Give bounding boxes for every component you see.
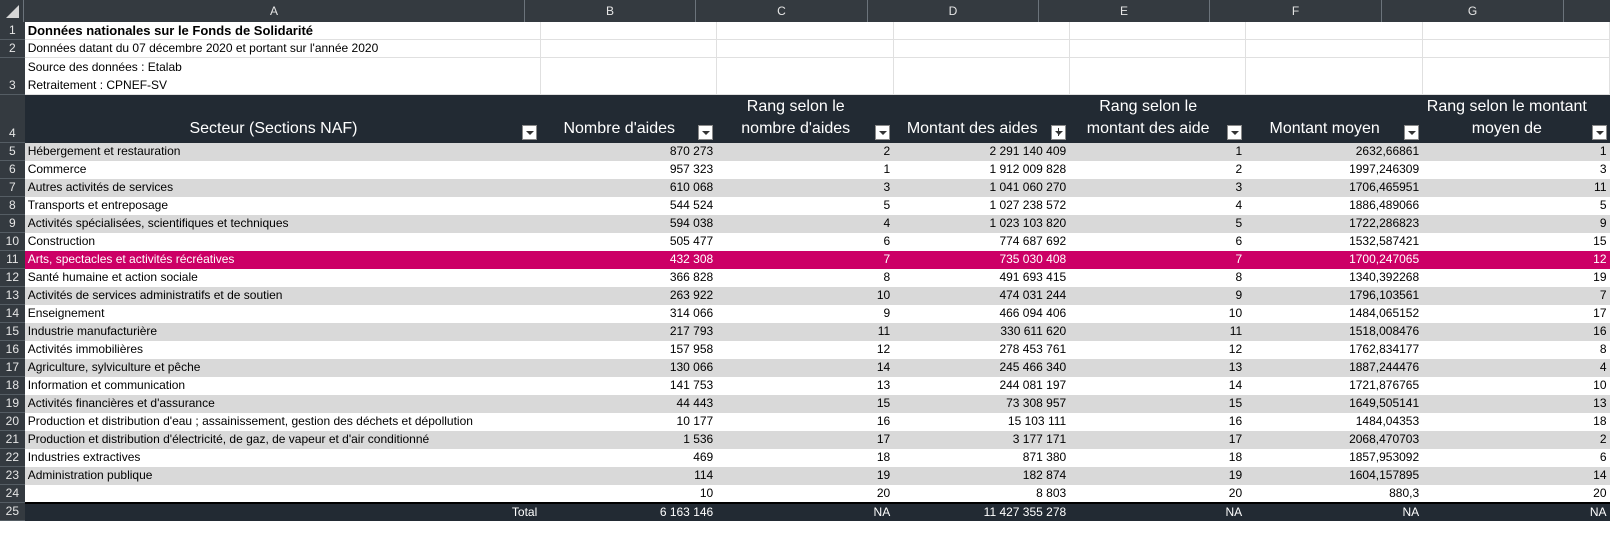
row-number[interactable]: 14 <box>0 305 25 323</box>
sort-descending-icon[interactable] <box>1051 125 1066 140</box>
value-cell[interactable]: 1857,953092 <box>1245 449 1422 467</box>
sector-cell[interactable]: Autres activités de services <box>25 179 541 197</box>
value-cell[interactable]: 157 958 <box>540 341 716 359</box>
value-cell[interactable]: 1 <box>1422 143 1609 161</box>
value-cell[interactable]: 1484,04353 <box>1245 413 1422 431</box>
value-cell[interactable]: 3 <box>716 179 893 197</box>
table-row <box>0 431 1610 449</box>
sector-cell[interactable]: Arts, spectacles et activités récréatives <box>25 251 541 269</box>
row-number[interactable]: 5 <box>0 143 25 161</box>
value-cell[interactable]: 10 <box>540 485 716 503</box>
value-cell[interactable]: 16 <box>716 413 893 431</box>
row-number[interactable]: 12 <box>0 269 25 287</box>
value-cell[interactable]: 2 <box>716 143 893 161</box>
value-cell[interactable]: 432 308 <box>540 251 716 269</box>
value-cell[interactable]: 14 <box>1422 467 1609 485</box>
value-cell[interactable]: 17 <box>1069 431 1245 449</box>
value-cell[interactable]: 1 536 <box>540 431 716 449</box>
row-number[interactable]: 24 <box>0 485 25 503</box>
sector-cell[interactable]: Agriculture, sylviculture et pêche <box>25 359 541 377</box>
value-cell[interactable]: NA <box>716 503 893 521</box>
value-cell[interactable]: 15 <box>1069 395 1245 413</box>
data-grid <box>0 22 1610 521</box>
table-row <box>0 287 1610 305</box>
value-cell[interactable]: 1518,008476 <box>1245 323 1422 341</box>
value-cell[interactable]: 1 <box>1069 143 1245 161</box>
date-note[interactable]: Données datant du 07 décembre 2020 et portant sur l'année 2020 <box>25 40 541 58</box>
row-number[interactable]: 6 <box>0 161 25 179</box>
table-row <box>0 179 1610 197</box>
value-cell[interactable]: 957 323 <box>540 161 716 179</box>
value-cell[interactable]: 245 466 340 <box>893 359 1069 377</box>
row-number[interactable]: 1 <box>0 22 25 40</box>
value-cell[interactable]: 474 031 244 <box>893 287 1069 305</box>
value-cell[interactable]: 263 922 <box>540 287 716 305</box>
value-cell[interactable]: 6 163 146 <box>540 503 716 521</box>
value-cell[interactable]: 11 427 355 278 <box>893 503 1069 521</box>
header-rank-amount[interactable]: Rang selon le montant des aide <box>1069 95 1245 143</box>
value-cell[interactable]: 12 <box>1422 251 1609 269</box>
value-cell[interactable]: 1 027 238 572 <box>893 197 1069 215</box>
value-cell[interactable]: 278 453 761 <box>893 341 1069 359</box>
column-header-b[interactable]: B <box>525 0 696 22</box>
value-cell[interactable]: 15 <box>1422 233 1609 251</box>
value-cell[interactable]: 9 <box>1069 287 1245 305</box>
value-cell[interactable]: 12 <box>1069 341 1245 359</box>
value-cell[interactable]: 491 693 415 <box>893 269 1069 287</box>
value-cell[interactable]: 130 066 <box>540 359 716 377</box>
row-number[interactable]: 13 <box>0 287 25 305</box>
value-cell[interactable]: 1796,103561 <box>1245 287 1422 305</box>
value-cell[interactable]: 1484,065152 <box>1245 305 1422 323</box>
value-cell[interactable]: 610 068 <box>540 179 716 197</box>
column-header-e[interactable]: E <box>1039 0 1210 22</box>
value-cell[interactable]: 10 <box>1069 305 1245 323</box>
sector-cell[interactable]: Commerce <box>25 161 541 179</box>
table-row <box>0 341 1610 359</box>
value-cell[interactable]: 17 <box>716 431 893 449</box>
value-cell[interactable]: 2632,66861 <box>1245 143 1422 161</box>
sector-cell[interactable]: Activités spécialisées, scientifiques et techniques <box>25 215 541 233</box>
table-row <box>0 305 1610 323</box>
value-cell[interactable]: 9 <box>716 305 893 323</box>
row-number[interactable]: 20 <box>0 413 25 431</box>
sector-cell[interactable]: Total <box>25 503 541 521</box>
filter-dropdown-icon[interactable] <box>1404 125 1419 140</box>
value-cell[interactable]: 7 <box>1422 287 1609 305</box>
column-header-g[interactable]: G <box>1382 0 1564 22</box>
sector-cell[interactable]: Activités immobilières <box>25 341 541 359</box>
value-cell[interactable]: 1887,244476 <box>1245 359 1422 377</box>
value-cell[interactable]: 8 803 <box>893 485 1069 503</box>
value-cell[interactable]: 10 177 <box>540 413 716 431</box>
value-cell[interactable]: 871 380 <box>893 449 1069 467</box>
sector-cell[interactable]: Enseignement <box>25 305 541 323</box>
value-cell[interactable]: 19 <box>1422 269 1609 287</box>
value-cell[interactable]: 20 <box>1069 485 1245 503</box>
value-cell[interactable]: 735 030 408 <box>893 251 1069 269</box>
value-cell[interactable]: 3 <box>1069 179 1245 197</box>
value-cell[interactable]: 5 <box>1422 197 1609 215</box>
highlighted-row <box>0 251 1610 269</box>
value-cell[interactable]: 16 <box>1069 413 1245 431</box>
value-cell[interactable]: 1532,587421 <box>1245 233 1422 251</box>
row-number[interactable]: 18 <box>0 377 25 395</box>
value-cell[interactable]: NA <box>1069 503 1245 521</box>
table-row <box>0 395 1610 413</box>
sector-cell[interactable]: Activités financières et d'assurance <box>25 395 541 413</box>
total-row <box>0 503 1610 521</box>
table-header-row <box>0 95 1610 143</box>
filter-dropdown-icon[interactable] <box>698 125 713 140</box>
value-cell[interactable]: 1 023 103 820 <box>893 215 1069 233</box>
value-cell[interactable]: 19 <box>716 467 893 485</box>
filter-dropdown-icon[interactable] <box>875 125 890 140</box>
source-note[interactable] <box>25 58 541 95</box>
row-number[interactable]: 22 <box>0 449 25 467</box>
row-number[interactable]: 17 <box>0 359 25 377</box>
value-cell[interactable]: 8 <box>1069 269 1245 287</box>
value-cell[interactable]: 594 038 <box>540 215 716 233</box>
value-cell[interactable]: 11 <box>716 323 893 341</box>
value-cell[interactable]: 2068,470703 <box>1245 431 1422 449</box>
value-cell[interactable]: 1700,247065 <box>1245 251 1422 269</box>
value-cell[interactable]: 217 793 <box>540 323 716 341</box>
value-cell[interactable]: 9 <box>1422 215 1609 233</box>
sheet-title[interactable]: Données nationales sur le Fonds de Solidarité <box>25 22 541 40</box>
value-cell[interactable]: 8 <box>1422 341 1609 359</box>
sector-cell[interactable] <box>25 485 541 503</box>
value-cell[interactable]: 505 477 <box>540 233 716 251</box>
value-cell[interactable]: 2 <box>1069 161 1245 179</box>
select-all-icon[interactable] <box>6 5 19 18</box>
value-cell[interactable]: 11 <box>1069 323 1245 341</box>
date-row <box>0 40 1610 58</box>
value-cell[interactable]: NA <box>1245 503 1422 521</box>
table-row <box>0 197 1610 215</box>
value-cell[interactable]: NA <box>1422 503 1609 521</box>
column-header-d[interactable]: D <box>868 0 1039 22</box>
value-cell[interactable]: 15 <box>716 395 893 413</box>
value-cell[interactable]: 15 103 111 <box>893 413 1069 431</box>
value-cell[interactable]: 8 <box>716 269 893 287</box>
sector-cell[interactable]: Transports et entreposage <box>25 197 541 215</box>
value-cell[interactable]: 1722,286823 <box>1245 215 1422 233</box>
row-number[interactable]: 21 <box>0 431 25 449</box>
table-row <box>0 377 1610 395</box>
header-rank-average[interactable]: Rang selon le montant moyen de <box>1422 95 1609 143</box>
row-number[interactable]: 19 <box>0 395 25 413</box>
value-cell[interactable]: 4 <box>1069 197 1245 215</box>
value-cell[interactable]: 18 <box>1069 449 1245 467</box>
value-cell[interactable]: 14 <box>1069 377 1245 395</box>
sector-cell[interactable]: Construction <box>25 233 541 251</box>
value-cell[interactable]: 1649,505141 <box>1245 395 1422 413</box>
value-cell[interactable]: 16 <box>1422 323 1609 341</box>
row-number[interactable]: 25 <box>0 503 25 521</box>
value-cell[interactable]: 17 <box>1422 305 1609 323</box>
sector-cell[interactable]: Production et distribution d'électricité, de gaz, de vapeur et d'air conditionné <box>25 431 541 449</box>
value-cell[interactable]: 4 <box>1422 359 1609 377</box>
table-row <box>0 233 1610 251</box>
column-header-bar <box>0 0 1610 22</box>
select-all-corner[interactable] <box>0 0 24 22</box>
value-cell[interactable]: 1706,465951 <box>1245 179 1422 197</box>
table-row <box>0 215 1610 233</box>
value-cell[interactable]: 6 <box>1069 233 1245 251</box>
source-line: Source des données : Etalab <box>27 60 182 74</box>
column-header-a[interactable]: A <box>24 0 525 22</box>
table-row <box>0 359 1610 377</box>
column-header-c[interactable]: C <box>696 0 868 22</box>
value-cell[interactable]: 19 <box>1069 467 1245 485</box>
row-number[interactable]: 8 <box>0 197 25 215</box>
sector-cell[interactable]: Hébergement et restauration <box>25 143 541 161</box>
value-cell[interactable]: 1997,246309 <box>1245 161 1422 179</box>
value-cell[interactable]: 1 912 009 828 <box>893 161 1069 179</box>
value-cell[interactable]: 469 <box>540 449 716 467</box>
value-cell[interactable]: 12 <box>716 341 893 359</box>
sector-cell[interactable]: Industrie manufacturière <box>25 323 541 341</box>
value-cell[interactable]: 18 <box>1422 413 1609 431</box>
value-cell[interactable]: 2 <box>1422 431 1609 449</box>
value-cell[interactable]: 2 291 140 409 <box>893 143 1069 161</box>
processing-line: Retraitement : CPNEF-SV <box>27 78 168 92</box>
value-cell[interactable]: 1721,876765 <box>1245 377 1422 395</box>
value-cell[interactable]: 18 <box>716 449 893 467</box>
sector-cell[interactable]: Administration publique <box>25 467 541 485</box>
row-number[interactable]: 10 <box>0 233 25 251</box>
row-number[interactable]: 9 <box>0 215 25 233</box>
value-cell[interactable]: 4 <box>716 215 893 233</box>
value-cell[interactable]: 774 687 692 <box>893 233 1069 251</box>
filter-dropdown-icon[interactable] <box>522 125 537 140</box>
value-cell[interactable]: 13 <box>1422 395 1609 413</box>
value-cell[interactable]: 3 177 171 <box>893 431 1069 449</box>
table-row <box>0 449 1610 467</box>
value-cell[interactable]: 11 <box>1422 179 1609 197</box>
sector-cell[interactable]: Information et communication <box>25 377 541 395</box>
value-cell[interactable]: 114 <box>540 467 716 485</box>
row-number[interactable]: 7 <box>0 179 25 197</box>
row-number[interactable]: 11 <box>0 251 25 269</box>
sector-cell[interactable]: Activités de services administratifs et de soutien <box>25 287 541 305</box>
value-cell[interactable]: 7 <box>716 251 893 269</box>
title-row <box>0 22 1610 40</box>
value-cell[interactable]: 244 081 197 <box>893 377 1069 395</box>
value-cell[interactable]: 6 <box>1422 449 1609 467</box>
value-cell[interactable]: 13 <box>716 377 893 395</box>
value-cell[interactable]: 20 <box>1422 485 1609 503</box>
header-sector[interactable]: Secteur (Sections NAF) <box>25 95 541 143</box>
source-row <box>0 58 1610 95</box>
header-average[interactable]: Montant moyen <box>1245 95 1422 143</box>
value-cell[interactable]: 5 <box>1069 215 1245 233</box>
filter-dropdown-icon[interactable] <box>1592 125 1607 140</box>
header-amount[interactable]: Montant des aides <box>893 95 1069 143</box>
value-cell[interactable]: 141 753 <box>540 377 716 395</box>
value-cell[interactable]: 1340,392268 <box>1245 269 1422 287</box>
table-row <box>0 467 1610 485</box>
value-cell[interactable]: 544 524 <box>540 197 716 215</box>
row-number[interactable]: 15 <box>0 323 25 341</box>
table-row <box>0 269 1610 287</box>
value-cell[interactable]: 330 611 620 <box>893 323 1069 341</box>
value-cell[interactable]: 366 828 <box>540 269 716 287</box>
value-cell[interactable]: 182 874 <box>893 467 1069 485</box>
row-number[interactable]: 23 <box>0 467 25 485</box>
header-count[interactable]: Nombre d'aides <box>540 95 716 143</box>
sector-cell[interactable]: Industries extractives <box>25 449 541 467</box>
value-cell[interactable]: 880,3 <box>1245 485 1422 503</box>
value-cell[interactable]: 3 <box>1422 161 1609 179</box>
value-cell[interactable]: 73 308 957 <box>893 395 1069 413</box>
value-cell[interactable]: 466 094 406 <box>893 305 1069 323</box>
value-cell[interactable]: 14 <box>716 359 893 377</box>
filter-dropdown-icon[interactable] <box>1227 125 1242 140</box>
row-number[interactable]: 4 <box>0 95 25 143</box>
value-cell[interactable]: 44 443 <box>540 395 716 413</box>
table-row <box>0 161 1610 179</box>
row-number[interactable]: 16 <box>0 341 25 359</box>
value-cell[interactable]: 314 066 <box>540 305 716 323</box>
row-number[interactable]: 3 <box>0 58 25 95</box>
value-cell[interactable]: 13 <box>1069 359 1245 377</box>
value-cell[interactable]: 20 <box>716 485 893 503</box>
value-cell[interactable]: 1604,157895 <box>1245 467 1422 485</box>
value-cell[interactable]: 10 <box>1422 377 1609 395</box>
table-row <box>0 413 1610 431</box>
value-cell[interactable]: 6 <box>716 233 893 251</box>
sector-cell[interactable]: Santé humaine et action sociale <box>25 269 541 287</box>
value-cell[interactable]: 870 273 <box>540 143 716 161</box>
column-header-f[interactable]: F <box>1210 0 1382 22</box>
value-cell[interactable]: 1 <box>716 161 893 179</box>
table-row <box>0 485 1610 503</box>
table-row <box>0 323 1610 341</box>
value-cell[interactable]: 1 041 060 270 <box>893 179 1069 197</box>
value-cell[interactable]: 1762,834177 <box>1245 341 1422 359</box>
value-cell[interactable]: 7 <box>1069 251 1245 269</box>
table-row <box>0 143 1610 161</box>
row-number[interactable]: 2 <box>0 40 25 58</box>
value-cell[interactable]: 5 <box>716 197 893 215</box>
sector-cell[interactable]: Production et distribution d'eau ; assainissement, gestion des déchets et dépollution <box>25 413 541 431</box>
value-cell[interactable]: 1886,489066 <box>1245 197 1422 215</box>
header-rank-count[interactable]: Rang selon le nombre d'aides <box>716 95 893 143</box>
value-cell[interactable]: 10 <box>716 287 893 305</box>
